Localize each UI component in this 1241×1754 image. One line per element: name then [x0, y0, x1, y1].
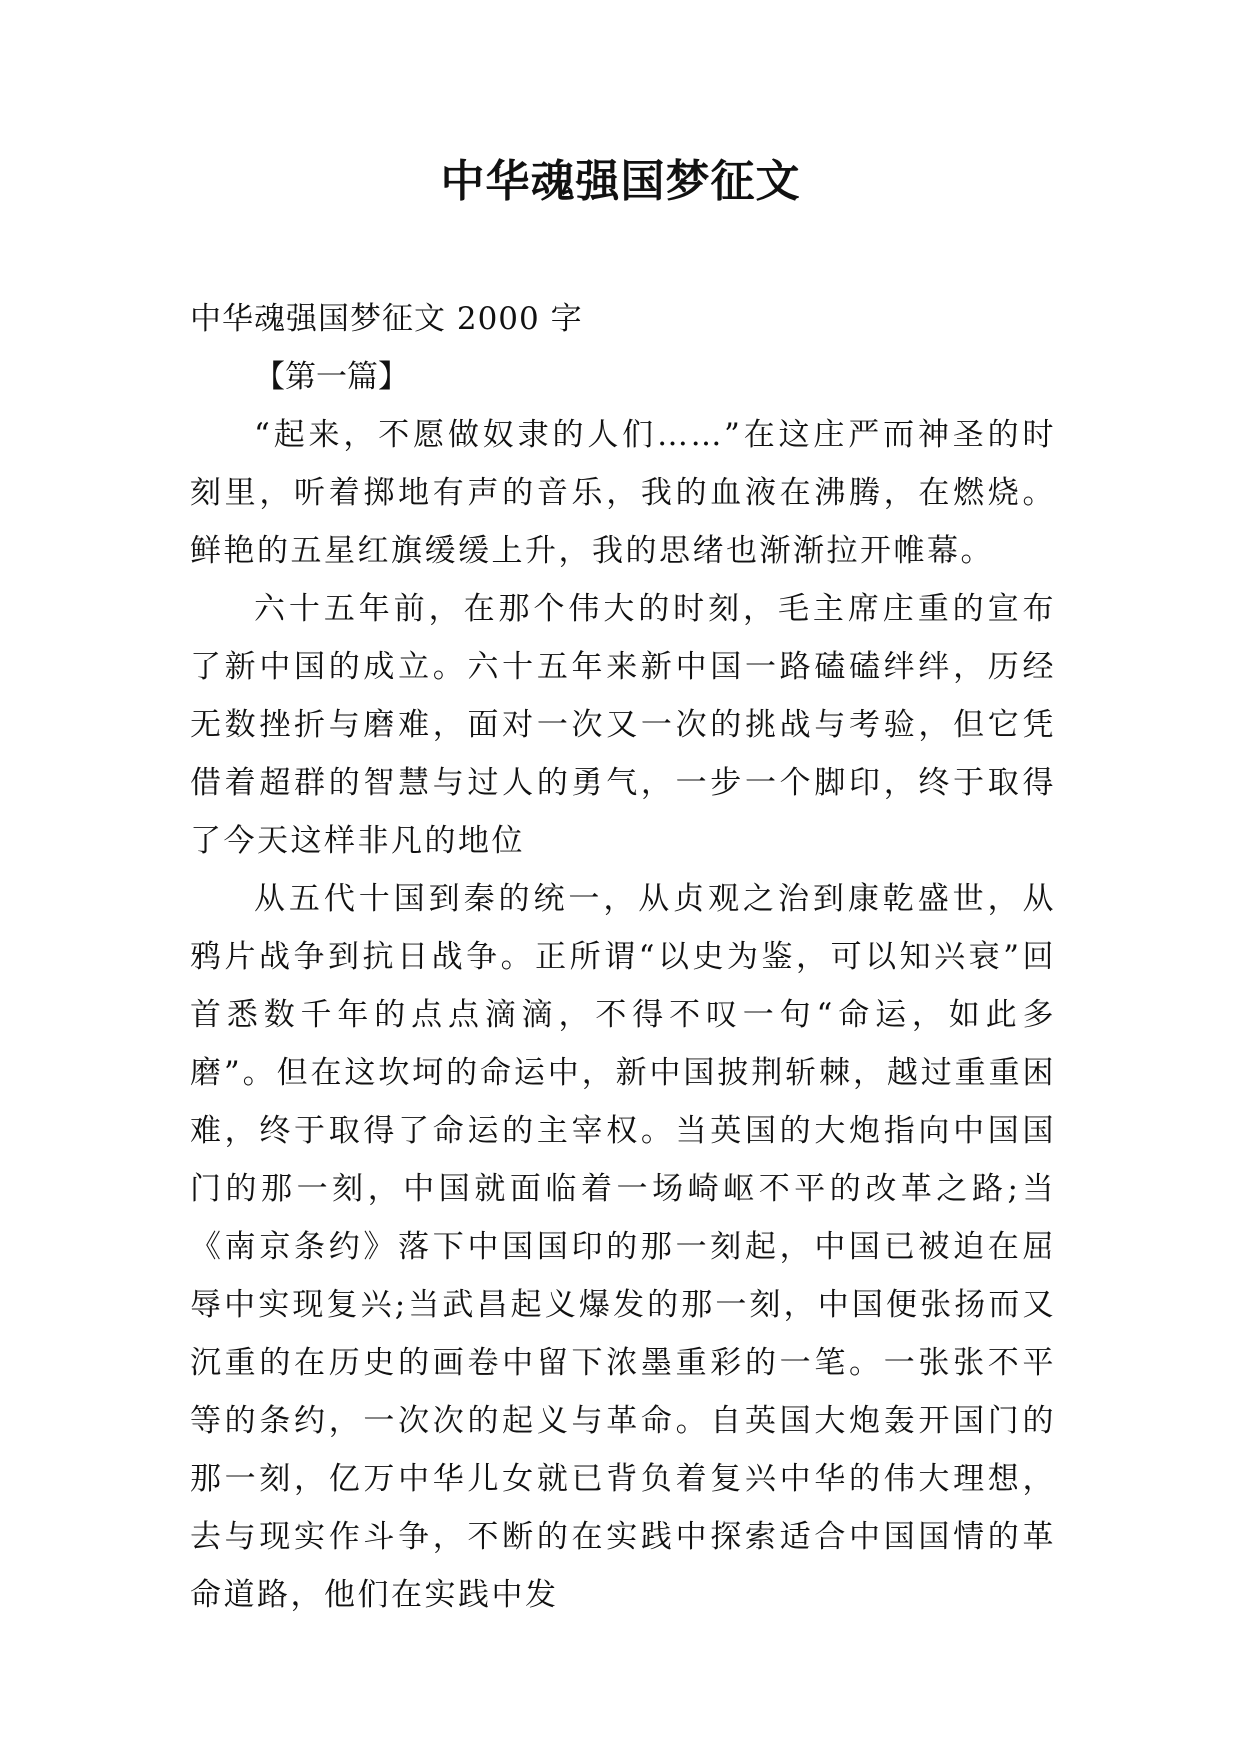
- section-label: 【第一篇】: [254, 359, 409, 395]
- document-subtitle: 中华魂强国梦征文 2000 字: [190, 301, 583, 337]
- document-title: 中华魂强国梦征文: [440, 156, 801, 207]
- paragraph-2: 六十五年前，在那个伟大的时刻，毛主席庄重的宣布了新中国的成立。六十五年来新中国一路磕磕绊绊，历经无数挫折与磨难，面对一次又一次的挑战与考验，但它凭借着超群的智慧与过人的勇气，一步一个脚印，终于取得了今天这样非凡的地位: [190, 591, 1056, 859]
- document-body: [190, 290, 1056, 1624]
- paragraph-3: 从五代十国到秦的统一，从贞观之治到康乾盛世，从鸦片战争到抗日战争。正所谓“以史为鉴，可以知兴衰”回首悉数千年的点点滴滴，不得不叹一句“命运，如此多磨”。但在这坎坷的命运中，新中国披荆斩棘，越过重重困难，终于取得了命运的主宰权。当英国的大炮指向中国国门的那一刻，中国就面临着一场崎岖不平的改革之路;当《南京条约》落下中国国印的那一刻起，中国已被迫在屈辱中实现复兴;当武昌起义爆发的那一刻，中国便张扬而又沉重的在历史的画卷中留下浓墨重彩的一笔。一张张不平等的条约，一次次的起义与革命。自英国大炮轰开国门的那一刻，亿万中华儿女就已背负着复兴中华的伟大理想，去与现实作斗争，不断的在实践中探索适合中国国情的革命道路，他们在实践中发: [190, 881, 1056, 1613]
- paragraph-1: “起来，不愿做奴隶的人们……”在这庄严而神圣的时刻里，听着掷地有声的音乐，我的血液在沸腾，在燃烧。鲜艳的五星红旗缓缓上升，我的思绪也渐渐拉开帷幕。: [190, 417, 1056, 569]
